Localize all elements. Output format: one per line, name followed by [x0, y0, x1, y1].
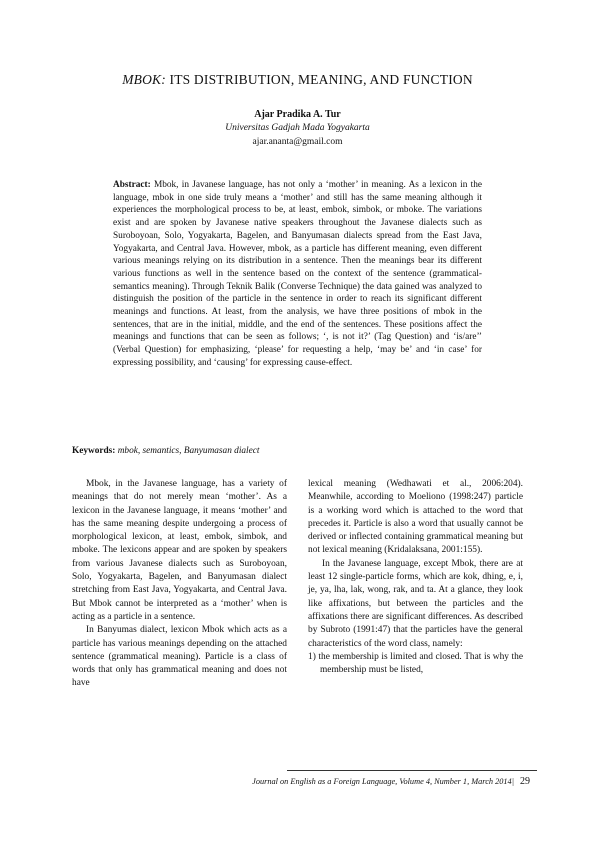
paragraph: lexical meaning (Wedhawati et al., 2006:204). Meanwhile, according to Moeliono (1998:247) particle is a working word which is attached to the word that precedes it. Particle is also a word that usually cannot be derived or inflected containing grammatical meaning but not lexical meaning (Kridalaksana, 2001:155).	[308, 479, 523, 556]
page-number: 29	[520, 776, 530, 787]
author-affiliation: Universitas Gadjah Mada Yogyakarta	[225, 123, 370, 133]
abstract-text: Mbok, in Javanese language, has not only a ‘mother’ in meaning. As a lexicon in the language, mbok in one side truly means a ‘mother’ and still has the same meaning although it experiences the morphological process to be, at least, embok, simbok, or mboke. The variations exist and are spoken by Javanese native speakers throughout the Javanese dialects such as Suroboyoan, Solo, Yogyakarta, Bagelen, and Banyumasan dialects spread from the East Java, Yogyakarta, and Central Java. However, mbok, as a particle has different meaning, even different various meanings relying on its distribution in a sentence. Then the meanings bear its different various functions as well in the sentence based on the context of the sentence (grammatical-semantics meaning). Through Teknik Balik (Converse Technique) the data gained was analyzed to distinguish the position of the particle in the sentence in order to reach its significant different meanings and functions. At least, from the analysis, we have three positions of mbok in the sentences, that are in the initial, middle, and the end of the sentences. These positions affect the meanings and functions that can be seen as follows; ‘, is not it?’ (Tag Question) and ‘is/are’’ (Verbal Question) for emphasizing, ‘please’ for requesting a help, ‘may be’ and ‘in case’ for expressing possibility, and ‘causing’ for expressing cause-effect.	[113, 180, 483, 368]
abstract	[113, 179, 482, 370]
paper-title	[0, 72, 595, 88]
paragraph: Mbok, in the Javanese language, has a variety of meanings that do not merely mean ‘mother’. As a lexicon in the Javanese language, it means ‘mother’ and has the same meaning despite undergoing a process of morphological lexicon, at least, embok, simbok, and mboke. The lexicons appear and are spoken by speakers from various Javanese dialects such as Suroboyoan, Solo, Yogyakarta, Bagelen, and Banyumasan dialect stretching from East Java, Yogyakarta, and Central Java. But Mbok cannot be interpreted as a ‘mother’ when is acting as a particle in a sentence.	[72, 479, 287, 622]
keywords	[72, 446, 522, 456]
right-column	[308, 478, 523, 677]
title-italic: MBOK:	[122, 72, 166, 87]
author-name: Ajar Pradika A. Tur	[254, 109, 341, 120]
paragraph: In Banyumas dialect, lexicon Mbok which acts as a particle has various meanings depending on the attached sentence (grammatical meaning). Particle is a class of words that only has grammatical meaning and does not have	[72, 625, 287, 689]
footer-divider	[287, 770, 537, 771]
keywords-text: mbok, semantics, Banyumasan dialect	[115, 446, 260, 456]
paragraph: In the Javanese language, except Mbok, there are at least 12 single-particle forms, which are kok, dhing, e, i, je, ya, lha, lak, wong, rak, and ta. At a glance, they look like affixations, but between the particles and the affixations there are significant differences. As described by Subroto (1991:47) that the particles have the general characteristics of the word class, namely:	[308, 558, 523, 649]
abstract-label: Abstract:	[113, 180, 151, 190]
list-item: 1) the membership is limited and closed. That is why the membership must be listed,	[308, 651, 523, 676]
page-footer	[230, 776, 530, 787]
left-column	[72, 478, 287, 691]
journal-citation: Journal on English as a Foreign Language, Volume 4, Number 1, March 2014|	[252, 777, 514, 786]
title-rest: ITS DISTRIBUTION, MEANING, AND FUNCTION	[165, 72, 473, 87]
keywords-label: Keywords:	[72, 446, 116, 456]
author-email: ajar.ananta@gmail.com	[252, 137, 343, 147]
